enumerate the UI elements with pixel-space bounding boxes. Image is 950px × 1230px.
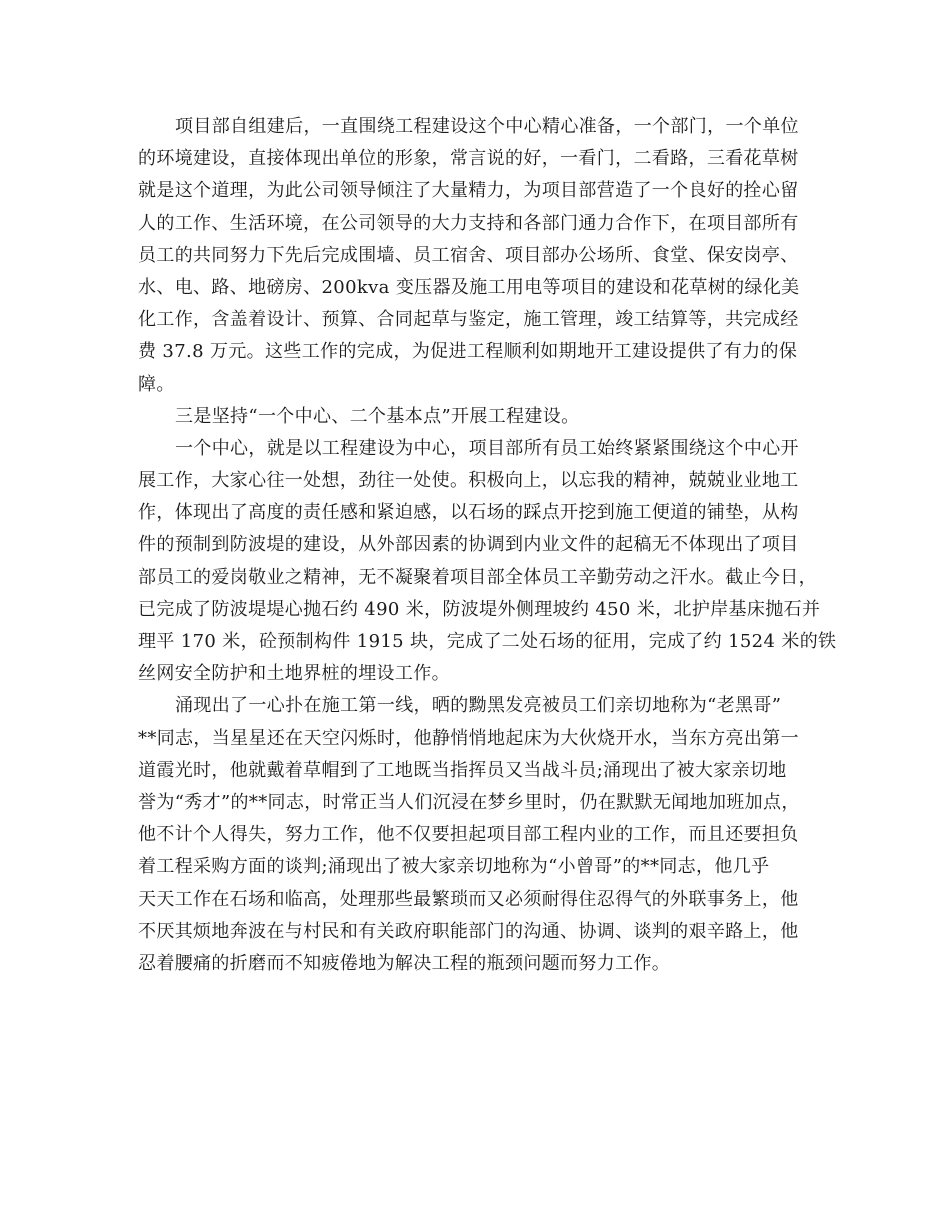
text-line: 着工程采购方面的谈判;涌现出了被大家亲切地称为“小曾哥”的**同志，他几乎 — [138, 856, 770, 878]
text-line: 展工作，大家心往一处想，劲往一处使。积极向上，以忘我的精神，兢兢业业地工 — [138, 470, 799, 492]
text-line: 已完成了防波堤堤心抛石约 490 米，防波堤外侧理坡约 450 米，北护岸基床抛石并 — [138, 598, 821, 620]
text-line: 障。 — [138, 373, 175, 395]
text-line: 丝网安全防护和土地界桩的埋设工作。 — [138, 663, 450, 685]
text-line: 一个中心，就是以工程建设为中心，项目部所有员工始终紧紧围绕这个中心开 — [175, 437, 799, 459]
text-line: 作，体现出了高度的责任感和紧迫感，以石场的踩点开挖到施工便道的铺垫，从构 — [138, 502, 799, 524]
paragraph-heading — [138, 401, 818, 433]
text-line: 三是坚持“一个中心、二个基本点”开展工程建设。 — [175, 405, 580, 427]
document-body — [138, 111, 837, 980]
text-line: 涌现出了一心扑在施工第一线，晒的黝黑发亮被员工们亲切地称为“老黑哥” — [175, 695, 782, 717]
text-line: 费 37.8 万元。这些工作的完成，为促进工程顺利如期地开工建设提供了有力的保 — [138, 341, 798, 363]
paragraph — [138, 111, 818, 401]
text-line: 化工作，含盖着设计、预算、合同起草与鉴定，施工管理，竣工结算等，共完成经 — [138, 309, 799, 331]
text-line: 天天工作在石场和临高，处理那些最繁琐而又必须耐得住忍得气的外联事务上，他 — [138, 888, 799, 910]
text-line: 誉为“秀才”的**同志，时常正当人们沉浸在梦乡里时，仍在默默无闻地加班加点， — [138, 791, 800, 813]
text-line: 就是这个道理，为此公司领导倾注了大量精力，为项目部营造了一个良好的拴心留 — [138, 180, 799, 202]
text-line: **同志，当星星还在天空闪烁时，他静悄悄地起床为大伙烧开水，当东方亮出第一 — [138, 727, 799, 749]
text-line: 件的预制到防波堤的建设，从外部因素的协调到内业文件的起稿无不体现出了项目 — [138, 534, 799, 556]
text-line: 的环境建设，直接体现出单位的形象，常言说的好，一看门，二看路，三看花草树 — [138, 148, 799, 170]
text-line: 他不计个人得失，努力工作，他不仅要担起项目部工程内业的工作，而且还要担负 — [138, 824, 799, 846]
text-line: 忍着腰痛的折磨而不知疲倦地为解决工程的瓶颈问题而努力工作。 — [138, 952, 671, 974]
text-line: 项目部自组建后，一直围绕工程建设这个中心精心准备，一个部门，一个单位 — [175, 116, 799, 137]
paragraph — [138, 690, 818, 980]
text-line: 部员工的爱岗敬业之精神，无不凝聚着项目部全体员工辛勤劳动之汗水。截止今日， — [138, 566, 817, 588]
paragraph — [138, 433, 837, 691]
text-line: 道霞光时，他就戴着草帽到了工地既当指挥员又当战斗员;涌现出了被大家亲切地 — [138, 759, 787, 781]
text-line: 水、电、路、地磅房、200kva 变压器及施工用电等项目的建设和花草树的绿化美 — [138, 276, 800, 298]
text-line: 员工的共同努力下先后完成围墙、员工宿舍、项目部办公场所、食堂、保安岗亭、 — [138, 244, 799, 266]
text-line: 人的工作、生活环境，在公司领导的大力支持和各部门通力合作下，在项目部所有 — [138, 212, 799, 234]
text-line: 理平 170 米，砼预制构件 1915 块，完成了二处石场的征用，完成了约 1524 米的铁 — [138, 631, 837, 652]
text-line: 不厌其烦地奔波在与村民和有关政府职能部门的沟通、协调、谈判的艰辛路上，他 — [138, 920, 799, 942]
